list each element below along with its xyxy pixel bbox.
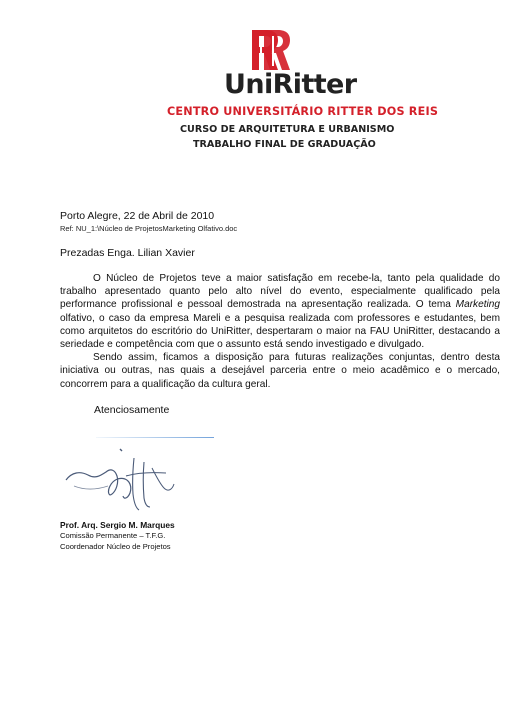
paragraph-1-emphasis: Marketing <box>455 299 500 311</box>
course-name: CURSO DE ARQUITETURA E URBANISMO <box>180 124 395 135</box>
signature-line <box>96 437 214 438</box>
institution-name: CENTRO UNIVERSITÁRIO RITTER DOS REIS <box>167 105 439 118</box>
document-reference: Ref: NU_1:\Núcleo de ProjetosMarketing Olfativo.doc <box>60 224 238 233</box>
paragraph-2: Sendo assim, ficamos a disposição para futuras realizações conjuntas, dentro desta iniciativa ou outras, nas quais a desejável parceria entre o meio acadêmico e o mercado, concorrem para a qualificação da cultura geral. <box>60 352 500 390</box>
letter-body <box>60 272 500 391</box>
paragraph-1-text-a: O Núcleo de Projetos teve a maior satisfação em recebe-la, tanto pela qualidade do trabalho apresentado quanto pelo alto nível do evento, especialmente qualificado pela performance profissional e pessoal demostrada na apresentação realizada. O tema <box>60 273 500 311</box>
letter-date: Porto Alegre, 22 de Abril de 2010 <box>60 210 215 222</box>
closing: Atenciosamente <box>94 404 170 416</box>
uniritter-logo-icon <box>248 26 294 72</box>
signature-icon <box>62 446 192 516</box>
salutation: Prezadas Enga. Lilian Xavier <box>60 247 195 259</box>
work-title: TRABALHO FINAL DE GRADUAÇÃO <box>193 139 376 150</box>
paragraph-1 <box>60 272 500 351</box>
brand-name: UniRitter <box>224 69 357 100</box>
paragraph-1-text-b: olfativo, o caso da empresa Mareli e a pesquisa realizada com professores e estudantes, bem como arquitetos do escritório do UniRitter, despertaram o maior na FAU UniRitter, destacando a seriedade e competência com que o assunto está sendo investigado e divulgado. <box>60 312 500 351</box>
signatory-name: Prof. Arq. Sergio M. Marques <box>60 520 175 530</box>
signatory-role-2: Coordenador Núcleo de Projetos <box>60 542 171 551</box>
signatory-role-1: Comissão Permanente – T.F.G. <box>60 531 166 540</box>
